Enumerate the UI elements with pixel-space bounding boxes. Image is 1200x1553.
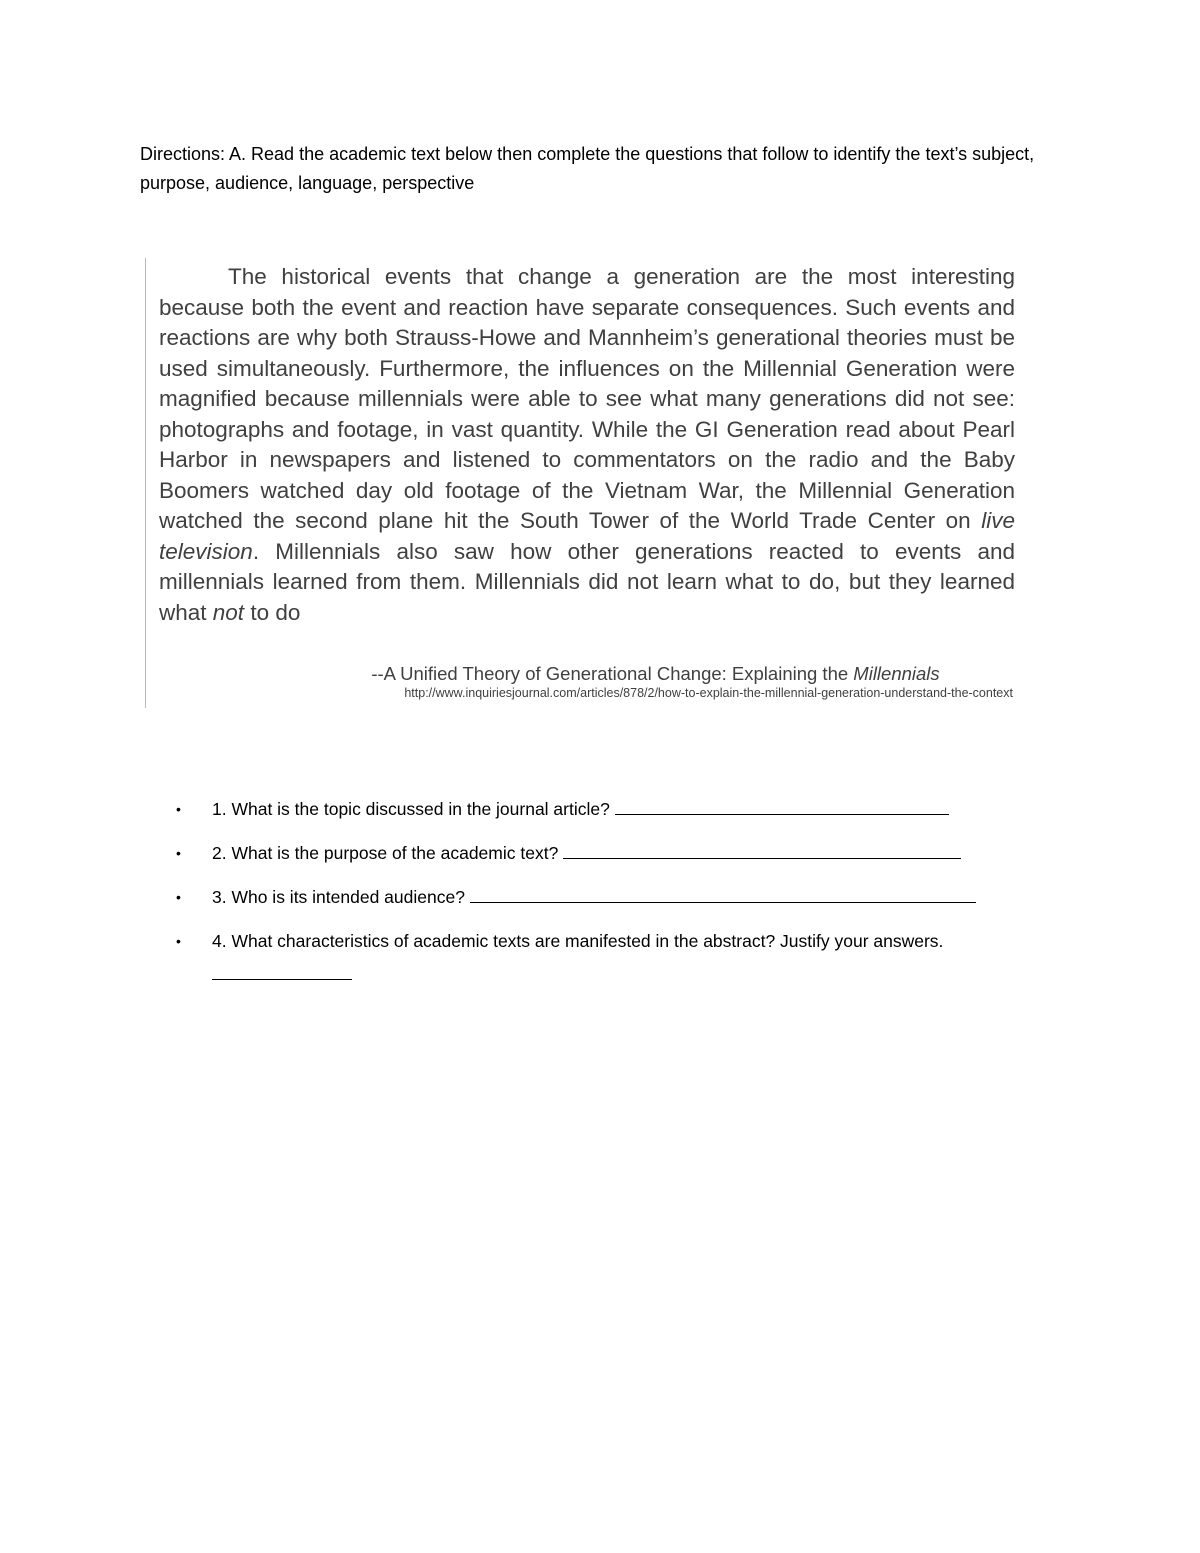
excerpt-text-part1: The historical events that change a generation are the most interesting because both the event and reaction have separate consequences. Such events and reactions are why both Strauss-Howe and Mannheim’s generational theories must be used simultaneously. Furthermore, the influences on the Millennial Generation were magnified because millennials were able to see what many generations did not see: photographs and footage, in vast quantity. While the GI Generation read about Pearl Harbor in newspapers and listened to commentators on the radio and the Baby Boomers watched day old footage of the Vietnam War, the Millennial Generation watched the second plane hit the South Tower of the World Trade Center on	[159, 264, 1015, 533]
bullet-icon: •	[176, 889, 181, 905]
question-text: 3. Who is its intended audience?	[212, 887, 470, 907]
bullet-icon: •	[176, 845, 181, 861]
question-item	[176, 883, 1056, 912]
excerpt-text-part2: . Millennials also saw how other generations reacted to events and millennials learned from them. Millennials did not learn what to do, but they learned what	[159, 538, 1015, 625]
citation-url: http://www.inquiriesjournal.com/articles/878/2/how-to-explain-the-millennial-generation-understand-the-context	[404, 686, 1013, 700]
excerpt-block	[145, 258, 1015, 708]
citation-title-italic: Millennials	[853, 663, 940, 684]
answer-blank-row	[212, 960, 1056, 989]
citation-title	[146, 663, 1015, 685]
excerpt-italic-live-television: live television	[159, 508, 1015, 564]
question-text: 2. What is the purpose of the academic text?	[212, 843, 564, 863]
question-list	[176, 795, 1056, 1004]
bullet-icon: •	[176, 801, 181, 817]
question-item	[176, 927, 1056, 989]
answer-blank[interactable]	[563, 840, 961, 859]
directions-text: Directions: A. Read the academic text below then complete the questions that follow to identify the text’s subject, purpose, audience, language, perspective	[140, 144, 1035, 193]
question-item	[176, 795, 1056, 824]
citation-title-prefix: --A Unified Theory of Generational Change: Explaining the	[371, 663, 854, 684]
excerpt-text-part3: to do	[244, 599, 301, 625]
question-text: 4. What characteristics of academic texts are manifested in the abstract? Justify your answers.	[212, 931, 944, 951]
excerpt-italic-not: not	[212, 599, 245, 625]
answer-blank[interactable]	[470, 884, 976, 903]
answer-blank[interactable]	[212, 961, 352, 980]
excerpt-paragraph	[159, 262, 1015, 628]
answer-blank[interactable]	[615, 796, 949, 815]
question-text: 1. What is the topic discussed in the journal article?	[212, 799, 615, 819]
bullet-icon: •	[176, 933, 181, 949]
question-item	[176, 839, 1056, 868]
